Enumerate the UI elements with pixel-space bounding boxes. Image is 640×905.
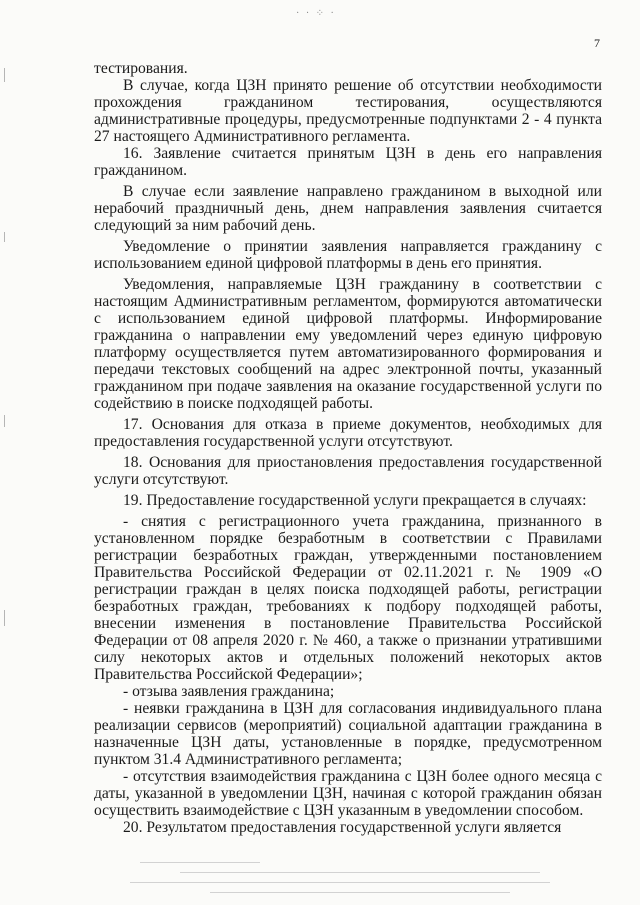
document-body — [94, 60, 602, 836]
page-number: 7 — [594, 36, 600, 50]
list-item-no-interaction: - отсутствия взаимодействия гражданина с ЦЗН более одного месяца с даты, указанной в уведомлении ЦЗН, начиная с которой гражданин обязан осуществить взаимодействие с ЦЗН указанным в уведомлении способом. — [94, 768, 602, 819]
paragraph-holiday-rule: В случае если заявление направлено гражданином в выходной или нерабочий праздничный день, днем направления заявления считается следующий за ним рабочий день. — [94, 183, 602, 234]
paragraph-continuation: тестирования. — [94, 60, 188, 77]
paragraph-item-19: 19. Предоставление государственной услуги прекращается в случаях: — [123, 492, 587, 509]
paragraph-notifications: Уведомления, направляемые ЦЗН гражданину в соответствии с настоящим Административным регламентом, формируются автоматически с использованием единой цифровой платформы. Информирование гражданина о направлении ему уведомлений через единую цифровую платформу осуществляется путем автоматизированного формирования и передачи текстовых сообщений на адрес электронной почты, указанный гражданином при подаче заявления на оказание государственной услуги по содействию в поиске подходящей работы. — [94, 276, 602, 412]
list-item-non-appearance: - неявки гражданина в ЦЗН для согласования индивидуального плана реализации сервисов (мероприятий) социальной адаптации гражданина в назначенные ЦЗН даты, установленные в порядке, предусмотренном пунктом 31.4 Административного регламента; — [94, 700, 602, 768]
paragraph-item-16: 16. Заявление считается принятым ЦЗН в день его направления гражданином. — [94, 145, 602, 179]
paragraph-item-20: 20. Результатом предоставления государственной услуги является — [123, 819, 562, 836]
list-item-deregistration: - снятия с регистрационного учета гражданина, признанного в установленном порядке безработным в соответствии с Правилами регистрации безработных граждан, утвержденными постановлением Правительства Российской Федерации от 02.11.2021 г. № 1909 «О регистрации граждан в целях поиска подходящей работы, регистрации безработных граждан, требованиях к подбору подходящей работы, внесении изменения в постановление Правительства Российской Федерации от 08 апреля 2020 г. № 460, а также о признании утратившими силу некоторых актов и отдельных положений некоторых актов Правительства Российской Федерации»; — [94, 513, 602, 683]
list-item-withdrawal: - отзыва заявления гражданина; — [123, 683, 335, 700]
scan-artifact: · · ⁘ · — [296, 8, 336, 19]
paragraph-testing-exemption: В случае, когда ЦЗН принято решение об отсутствии необходимости прохождения гражданином тестирования, осуществляются административные процедуры, предусмотренные подпунктами 2 - 4 пункта 27 настоящего Административного регламента. — [94, 77, 602, 145]
paragraph-item-18: 18. Основания для приостановления предоставления государственной услуги отсутствуют. — [94, 454, 602, 488]
paragraph-item-17: 17. Основания для отказа в приеме документов, необходимых для предоставления государственной услуги отсутствуют. — [94, 416, 602, 450]
paragraph-acceptance-notice: Уведомление о принятии заявления направляется гражданину с использованием единой цифровой платформы в день его принятия. — [94, 238, 602, 272]
